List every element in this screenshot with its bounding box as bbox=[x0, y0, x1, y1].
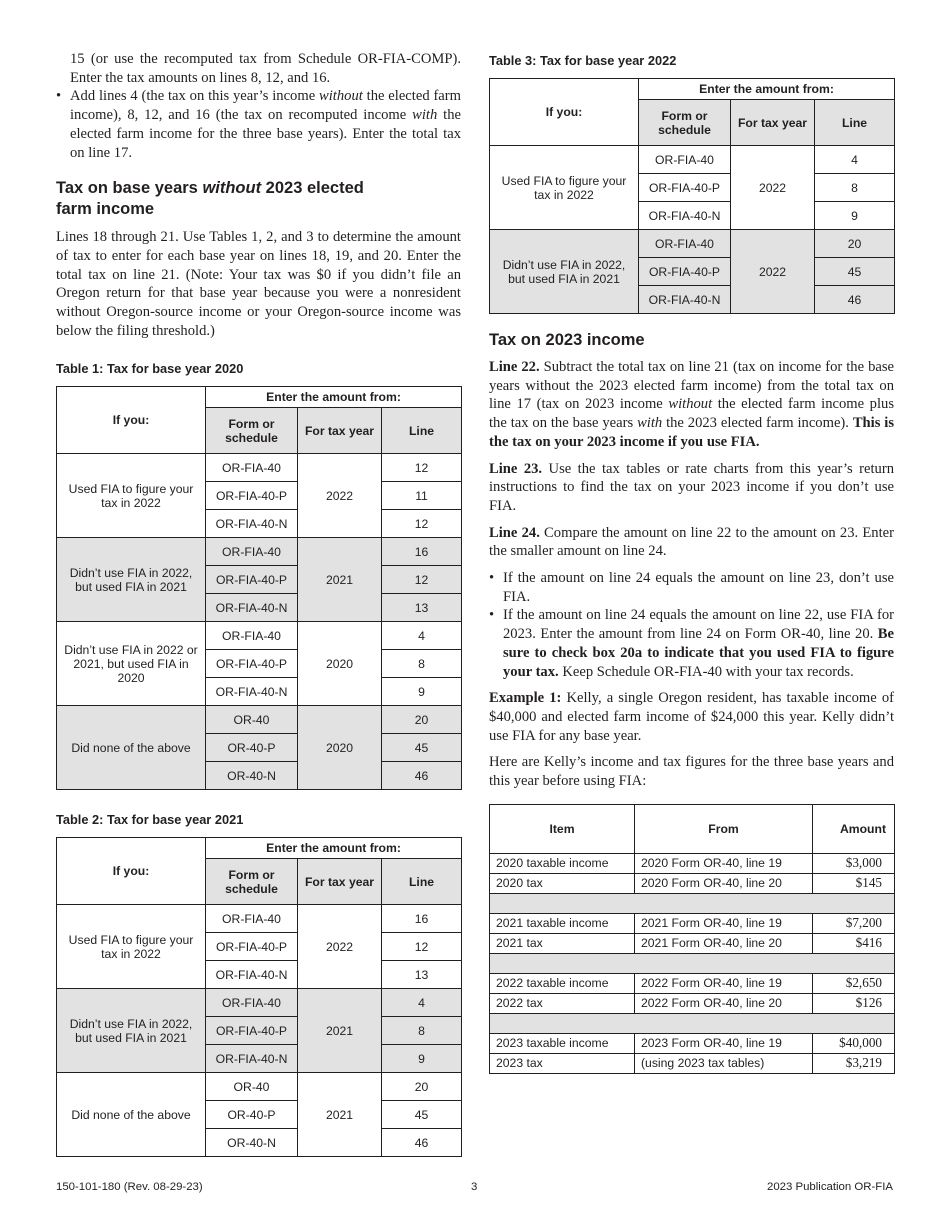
tax-year-cell: 2021 bbox=[298, 989, 382, 1073]
header-row bbox=[490, 79, 895, 100]
intro-bullets bbox=[56, 87, 461, 162]
condition-cell: Used FIA to figure your tax in 2022 bbox=[57, 454, 206, 538]
left-column bbox=[56, 50, 461, 1157]
heading-2023-income: Tax on 2023 income bbox=[489, 331, 645, 349]
header-form-or-schedule: Form or schedule bbox=[206, 408, 298, 454]
line-cell: 4 bbox=[815, 146, 895, 174]
base-years-paragraph: Lines 18 through 21. Use Tables 1, 2, and 3 to determine the amount of tax to enter for each base year on lines 18, 19, and 20. Enter the total tax on line 21. (Note: Your tax was $0 if you didn’t file an Oregon return for that base year because you were a nonresident without Oregon-source income or your Oregon-source income was below the filing threshold.) bbox=[56, 229, 461, 339]
income-tax-table bbox=[489, 804, 895, 1074]
item-cell: 2023 taxable income bbox=[490, 1033, 635, 1053]
line24-paragraph: Line 24. Compare the amount on line 22 to the amount on 23. Enter the smaller amount on line 24. bbox=[489, 524, 894, 560]
item-cell: 2020 tax bbox=[490, 873, 635, 893]
separator-row bbox=[490, 953, 895, 973]
amount-cell: $145 bbox=[813, 873, 895, 893]
income-row bbox=[490, 1053, 895, 1073]
table-row bbox=[57, 454, 462, 482]
example1-paragraph: Example 1: Kelly, a single Oregon resident, has taxable income of $40,000 and elected farm income of $24,000 this year. Kelly didn’t use FIA for any base year. bbox=[489, 690, 894, 744]
amount-cell: $3,219 bbox=[813, 1053, 895, 1073]
line-cell: 4 bbox=[382, 622, 462, 650]
line-cell: 20 bbox=[382, 706, 462, 734]
form-cell: OR-FIA-40 bbox=[206, 538, 298, 566]
form-cell: OR-FIA-40-N bbox=[206, 961, 298, 989]
line-cell: 46 bbox=[815, 286, 895, 314]
item-cell: 2022 tax bbox=[490, 993, 635, 1013]
condition-cell: Didn’t use FIA in 2022 or 2021, but used FIA in 2020 bbox=[57, 622, 206, 706]
line-cell: 9 bbox=[815, 202, 895, 230]
form-cell: OR-FIA-40-N bbox=[206, 594, 298, 622]
header-if-you: If you: bbox=[490, 79, 639, 146]
tax-year-cell: 2022 bbox=[298, 454, 382, 538]
line-cell: 45 bbox=[382, 734, 462, 762]
line-cell: 8 bbox=[815, 174, 895, 202]
table-row bbox=[57, 905, 462, 933]
line24-bullets bbox=[489, 569, 894, 681]
form-cell: OR-FIA-40-P bbox=[206, 933, 298, 961]
line-cell: 46 bbox=[382, 762, 462, 790]
table1 bbox=[56, 386, 462, 790]
line-cell: 16 bbox=[382, 905, 462, 933]
separator-cell bbox=[490, 893, 895, 913]
line-cell: 12 bbox=[382, 566, 462, 594]
header-row bbox=[57, 838, 462, 859]
line-cell: 12 bbox=[382, 510, 462, 538]
tax-year-cell: 2022 bbox=[731, 230, 815, 314]
line23-paragraph: Line 23. Use the tax tables or rate charts from this year’s return instructions to find the tax on your 2023 income if you don’t use FIA. bbox=[489, 460, 894, 514]
table-row bbox=[57, 622, 462, 650]
here-paragraph: Here are Kelly’s income and tax figures for the three base years and this year before using FIA: bbox=[489, 754, 894, 790]
line-cell: 20 bbox=[382, 1073, 462, 1101]
form-cell: OR-FIA-40-N bbox=[206, 510, 298, 538]
table3 bbox=[489, 78, 895, 314]
form-cell: OR-40-P bbox=[206, 1101, 298, 1129]
item-cell: 2022 taxable income bbox=[490, 973, 635, 993]
form-cell: OR-40-N bbox=[206, 762, 298, 790]
header-row bbox=[57, 387, 462, 408]
form-cell: OR-FIA-40-N bbox=[639, 286, 731, 314]
income-header-row bbox=[490, 804, 895, 853]
footer-form-number: 150-101-180 (Rev. 08-29-23) bbox=[56, 1181, 203, 1193]
header-enter-amount: Enter the amount from: bbox=[206, 387, 462, 408]
bullet-dont-use-fia: • If the amount on line 24 equals the amount on line 23, don’t use FIA. bbox=[489, 569, 894, 606]
income-row bbox=[490, 973, 895, 993]
income-row bbox=[490, 1033, 895, 1053]
heading-base-years: Tax on base years without 2023 elected farm income bbox=[56, 179, 364, 219]
header-if-you: If you: bbox=[57, 387, 206, 454]
from-cell: 2020 Form OR-40, line 20 bbox=[635, 873, 813, 893]
header-item: Item bbox=[490, 804, 635, 853]
separator-cell bbox=[490, 953, 895, 973]
form-cell: OR-FIA-40 bbox=[639, 146, 731, 174]
line-cell: 20 bbox=[815, 230, 895, 258]
table3-caption: Table 3: Tax for base year 2022 bbox=[489, 53, 677, 68]
form-cell: OR-40 bbox=[206, 1073, 298, 1101]
line-cell: 8 bbox=[382, 650, 462, 678]
line-cell: 8 bbox=[382, 1017, 462, 1045]
amount-cell: $3,000 bbox=[813, 853, 895, 873]
bullet-add-lines: • Add lines 4 (the tax on this year’s income without the elected farm income), 8, 12, and 16 (the tax on recomputed income with the elected farm income for the three base years). Enter the total tax on line 17. bbox=[56, 87, 461, 162]
form-cell: OR-FIA-40-P bbox=[206, 566, 298, 594]
income-row bbox=[490, 873, 895, 893]
header-for-tax-year: For tax year bbox=[298, 408, 382, 454]
separator-cell bbox=[490, 1013, 895, 1033]
condition-cell: Didn’t use FIA in 2022, but used FIA in 2021 bbox=[57, 989, 206, 1073]
line22-paragraph: Line 22. Subtract the total tax on line 21 (tax on income for the base years without the 2023 elected farm income) from the total tax on line 17 (tax on 2023 income without the elected farm income plus the tax on the base years with the 2023 elected farm income). This is the tax on your 2023 income if you use FIA. bbox=[489, 359, 895, 450]
table-row bbox=[490, 146, 895, 174]
form-cell: OR-40 bbox=[206, 706, 298, 734]
line-cell: 16 bbox=[382, 538, 462, 566]
tax-year-cell: 2022 bbox=[731, 146, 815, 230]
header-if-you: If you: bbox=[57, 838, 206, 905]
table-row bbox=[57, 538, 462, 566]
line-cell: 11 bbox=[382, 482, 462, 510]
form-cell: OR-FIA-40-P bbox=[639, 174, 731, 202]
form-cell: OR-FIA-40-P bbox=[639, 258, 731, 286]
line-cell: 12 bbox=[382, 454, 462, 482]
from-cell: (using 2023 tax tables) bbox=[635, 1053, 813, 1073]
income-row bbox=[490, 853, 895, 873]
item-cell: 2023 tax bbox=[490, 1053, 635, 1073]
header-for-tax-year: For tax year bbox=[731, 100, 815, 146]
form-cell: OR-FIA-40-N bbox=[206, 678, 298, 706]
header-enter-amount: Enter the amount from: bbox=[639, 79, 895, 100]
form-cell: OR-FIA-40 bbox=[206, 454, 298, 482]
line-cell: 4 bbox=[382, 989, 462, 1017]
income-row bbox=[490, 913, 895, 933]
from-cell: 2023 Form OR-40, line 19 bbox=[635, 1033, 813, 1053]
condition-cell: Didn’t use FIA in 2022, but used FIA in 2021 bbox=[57, 538, 206, 622]
footer-page-number: 3 bbox=[471, 1181, 478, 1193]
line-cell: 9 bbox=[382, 1045, 462, 1073]
from-cell: 2020 Form OR-40, line 19 bbox=[635, 853, 813, 873]
table2 bbox=[56, 837, 462, 1157]
form-cell: OR-FIA-40 bbox=[206, 905, 298, 933]
condition-cell: Did none of the above bbox=[57, 1073, 206, 1157]
form-cell: OR-FIA-40 bbox=[639, 230, 731, 258]
form-cell: OR-FIA-40-P bbox=[206, 482, 298, 510]
item-cell: 2021 tax bbox=[490, 933, 635, 953]
from-cell: 2021 Form OR-40, line 20 bbox=[635, 933, 813, 953]
table2-caption: Table 2: Tax for base year 2021 bbox=[56, 812, 244, 828]
right-column bbox=[489, 53, 894, 1074]
table1-caption: Table 1: Tax for base year 2020 bbox=[56, 361, 244, 377]
amount-cell: $126 bbox=[813, 993, 895, 1013]
header-line: Line bbox=[815, 100, 895, 146]
line-cell: 46 bbox=[382, 1129, 462, 1157]
header-form-or-schedule: Form or schedule bbox=[639, 100, 731, 146]
header-line: Line bbox=[382, 859, 462, 905]
condition-cell: Used FIA to figure your tax in 2022 bbox=[57, 905, 206, 989]
amount-cell: $416 bbox=[813, 933, 895, 953]
amount-cell: $2,650 bbox=[813, 973, 895, 993]
header-for-tax-year: For tax year bbox=[298, 859, 382, 905]
form-cell: OR-FIA-40-N bbox=[639, 202, 731, 230]
income-row bbox=[490, 993, 895, 1013]
item-cell: 2021 taxable income bbox=[490, 913, 635, 933]
separator-row bbox=[490, 1013, 895, 1033]
condition-cell: Did none of the above bbox=[57, 706, 206, 790]
from-cell: 2021 Form OR-40, line 19 bbox=[635, 913, 813, 933]
condition-cell: Didn’t use FIA in 2022, but used FIA in 2021 bbox=[490, 230, 639, 314]
header-enter-amount: Enter the amount from: bbox=[206, 838, 462, 859]
form-cell: OR-FIA-40 bbox=[206, 989, 298, 1017]
condition-cell: Used FIA to figure your tax in 2022 bbox=[490, 146, 639, 230]
line-cell: 13 bbox=[382, 594, 462, 622]
tax-year-cell: 2021 bbox=[298, 538, 382, 622]
form-cell: OR-FIA-40-N bbox=[206, 1045, 298, 1073]
line-cell: 9 bbox=[382, 678, 462, 706]
line-cell: 45 bbox=[382, 1101, 462, 1129]
header-from: From bbox=[635, 804, 813, 853]
from-cell: 2022 Form OR-40, line 19 bbox=[635, 973, 813, 993]
line-cell: 13 bbox=[382, 961, 462, 989]
from-cell: 2022 Form OR-40, line 20 bbox=[635, 993, 813, 1013]
form-cell: OR-FIA-40 bbox=[206, 622, 298, 650]
tax-year-cell: 2020 bbox=[298, 622, 382, 706]
form-cell: OR-40-N bbox=[206, 1129, 298, 1157]
amount-cell: $7,200 bbox=[813, 913, 895, 933]
intro-continuation: 15 (or use the recomputed tax from Schedule OR-FIA-COMP). Enter the tax amounts on lines 8, 12, and 16. bbox=[70, 51, 461, 86]
form-cell: OR-FIA-40-P bbox=[206, 650, 298, 678]
separator-row bbox=[490, 893, 895, 913]
item-cell: 2020 taxable income bbox=[490, 853, 635, 873]
header-amount: Amount bbox=[813, 804, 895, 853]
header-line: Line bbox=[382, 408, 462, 454]
bullet-use-fia: • If the amount on line 24 equals the amount on line 22, use FIA for 2023. Enter the amount from line 24 on Form OR-40, line 20. Be sure to check box 20a to indicate that you used FIA to figure your tax. Keep Schedule OR-FIA-40 with your tax records. bbox=[489, 606, 894, 681]
amount-cell: $40,000 bbox=[813, 1033, 895, 1053]
tax-year-cell: 2020 bbox=[298, 706, 382, 790]
line-cell: 12 bbox=[382, 933, 462, 961]
tax-year-cell: 2021 bbox=[298, 1073, 382, 1157]
table-row bbox=[57, 989, 462, 1017]
footer-publication: 2023 Publication OR-FIA bbox=[767, 1181, 893, 1193]
table-row bbox=[57, 1073, 462, 1101]
tax-year-cell: 2022 bbox=[298, 905, 382, 989]
header-form-or-schedule: Form or schedule bbox=[206, 859, 298, 905]
table-row bbox=[57, 706, 462, 734]
form-cell: OR-40-P bbox=[206, 734, 298, 762]
income-row bbox=[490, 933, 895, 953]
table-row bbox=[490, 230, 895, 258]
form-cell: OR-FIA-40-P bbox=[206, 1017, 298, 1045]
line-cell: 45 bbox=[815, 258, 895, 286]
